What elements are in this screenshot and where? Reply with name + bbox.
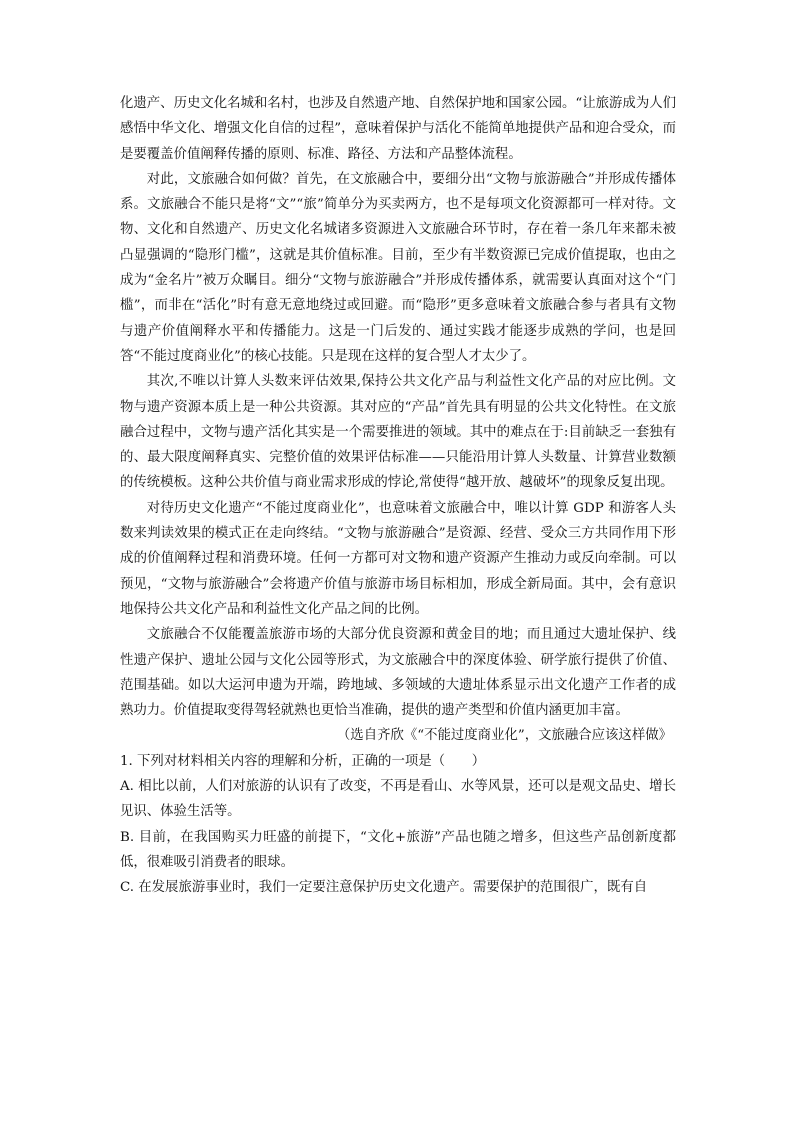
article-paragraph: 对待历史文化遗产“不能过度商业化”，也意味着文旅融合中，唯以计算 GDP 和游客人头数来判读效果的模式正在走向终结。“文物与旅游融合”是资源、经营、受众三方共同作用下形成的价值阐释过程和消费环境。任何一方都可对文物和遗产资源产生推动力或反向牵制。可以预见，“文物与旅游融合”会将遗产价值与旅游市场目标相加，形成全新局面。其中，会有意识地保持公共文化产品和利益性文化产品之间的比例。 xyxy=(120,500,676,617)
article-paragraph: 化遗产、历史文化名城和名村，也涉及自然遗产地、自然保护地和国家公园。“让旅游成为人们感悟中华文化、增强文化自信的过程”，意味着保护与活化不能简单地提供产品和迎合受众，而是要覆盖价值阐释传播的原则、标准、路径、方法和产品整体流程。 xyxy=(120,96,676,162)
article-source: （选自齐欣《“不能过度商业化”，文旅融合应该这样做》 xyxy=(336,728,672,744)
question-option-a: A. 相比以前，人们对旅游的认识有了改变，不再是看山、水等风景，还可以是观文品史、增长见识、体验生活等。 xyxy=(120,779,676,820)
question-option-b: B. 目前，在我国购买力旺盛的前提下，“文化+旅游”产品也随之增多，但这些产品创新度都低，很难吸引消费者的眼球。 xyxy=(120,829,676,870)
article-body xyxy=(120,91,676,901)
question-option-c: C. 在发展旅游事业时，我们一定要注意保护历史文化遗产。需要保护的范围很广，既有自 xyxy=(120,880,648,896)
article-paragraph: 对此，文旅融合如何做？首先，在文旅融合中，要细分出“文物与旅游融合”并形成传播体系。文旅融合不能只是将“文”“旅”简单分为买卖两方，也不是每项文化资源都可一样对待。文物、文化和自然遗产、历史文化名城诸多资源进入文旅融合环节时，存在着一条几年来都未被凸显强调的“隐形门槛”，这就是其价值标准。目前，至少有半数资源已完成价值提取，也由之成为“金名片”被万众瞩目。细分“文物与旅游融合”并形成传播体系，就需要认真面对这个“门槛”，而非在“活化”时有意无意地绕过或回避。而“隐形”更多意味着文旅融合参与者具有文物与遗产价值阐释水平和传播能力。这是一门后发的、通过实践才能逐步成熟的学问，也是回答“不能过度商业化”的核心技能。只是现在这样的复合型人才太少了。 xyxy=(120,171,676,364)
article-paragraph: 文旅融合不仅能覆盖旅游市场的大部分优良资源和黄金目的地；而且通过大遗址保护、线性遗产保护、遗址公园与文化公园等形式，为文旅融合中的深度体验、研学旅行提供了价值、范围基础。如以大运河申遗为开端，跨地域、多领域的大遗址体系显示出文化遗产工作者的成熟功力。价值提取变得驾轻就熟也更恰当准确，提供的遗产类型和价值内涵更加丰富。 xyxy=(120,627,676,719)
question-stem: 1. 下列对材料相关内容的理解和分析，正确的一项是（ ） xyxy=(120,753,486,769)
article-paragraph: 其次,不唯以计算人头数来评估效果,保持公共文化产品与利益性文化产品的对应比例。文物与遗产资源本质上是一种公共资源。其对应的“产品”首先具有明显的公共文化特性。在文旅融合过程中，文物与遗产活化其实是一个需要推进的领域。其中的难点在于:目前缺乏一套独有的、最大限度阐释真实、完整价值的效果评估标准——只能沿用计算人头数量、计算营业数额的传统模板。这种公共价值与商业需求形成的悖论,常使得“越开放、越破坏”的现象反复出现。 xyxy=(120,374,676,491)
